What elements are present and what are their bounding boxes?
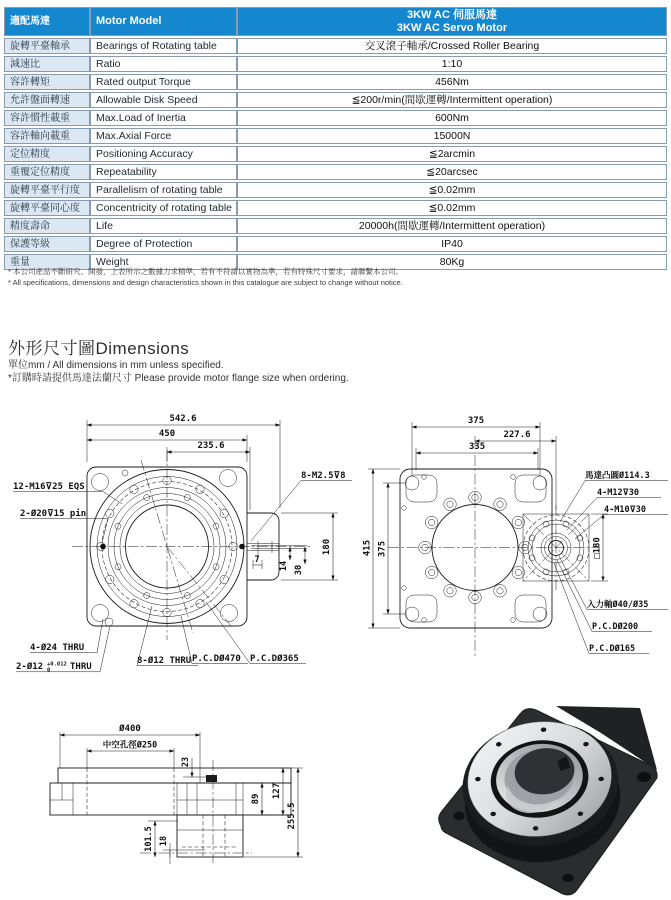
corner-pockets <box>406 475 546 622</box>
header-motor-en: Motor Model <box>90 7 237 36</box>
table-row <box>4 128 667 144</box>
spec-value: ≦200r/min(間歇運轉/Intermittent operation) <box>237 92 667 108</box>
spec-label-en: Parallelism of rotating table <box>90 182 237 198</box>
rear-left-dims <box>363 469 406 628</box>
dim-235: 235.6 <box>197 441 225 451</box>
rear-right-dim <box>591 514 608 581</box>
spec-value: ≦0.02mm <box>237 182 667 198</box>
spec-value: 20000h(間歇運轉/Intermittent operation) <box>237 218 667 234</box>
pin-dot <box>239 544 245 550</box>
spec-label-zh: 旋轉平臺軸承 <box>4 38 90 54</box>
dim-127: 127 <box>272 782 282 800</box>
label-m16: 12-M16⊽25 EQS <box>13 482 85 492</box>
corner-holes <box>92 470 238 627</box>
label-o12-tol-bot: 0 <box>47 667 51 674</box>
dim-415: 415 <box>362 539 373 557</box>
table-row <box>4 146 667 162</box>
table-row <box>4 110 667 126</box>
dim-14: 14 <box>279 560 289 572</box>
spec-label-en: Bearings of Rotating table <box>90 38 237 54</box>
side-left-dims <box>144 821 205 864</box>
input-shaft <box>247 541 307 556</box>
shaft-key <box>206 775 217 782</box>
footnote-en: * All specifications, dimensions and design characteristics shown in this catalogue are subject to change without notice. <box>8 278 403 287</box>
rear-top-dims <box>412 416 556 510</box>
spec-value: 456Nm <box>237 74 667 90</box>
front-view-drawing <box>13 414 352 674</box>
spec-label-en: Max.Axial Force <box>90 128 237 144</box>
spec-value: 600Nm <box>237 110 667 126</box>
label-pcd365: P.C.DØ365 <box>250 654 299 664</box>
dim-18: 18 <box>159 835 169 847</box>
table-row <box>4 164 667 180</box>
dim-227: 227.6 <box>503 430 531 440</box>
front-top-dims <box>87 414 280 510</box>
dim-335: 335 <box>468 442 486 452</box>
spec-label-zh: 旋轉平臺平行度 <box>4 182 90 198</box>
dimensions-title: 外形尺寸圖Dimensions <box>8 339 190 358</box>
label-input-shaft: 入力軸Ø40/Ø35 <box>587 600 649 610</box>
rear-corner-holes <box>402 475 547 623</box>
dim-o400: Ø400 <box>119 724 141 734</box>
spec-label-zh: 精度壽命 <box>4 218 90 234</box>
spec-value: IP40 <box>237 236 667 252</box>
header-model-line1: 3KW AC 伺服馬達 <box>406 8 498 21</box>
spec-label-zh: 保護等級 <box>4 236 90 252</box>
spec-label-en: Concentricity of rotating table <box>90 200 237 216</box>
dim-255: 255.5 <box>287 802 297 830</box>
table-row <box>4 74 667 90</box>
side-top-dims <box>60 723 213 777</box>
mount-hole <box>563 874 574 882</box>
spec-value: 80Kg <box>237 254 667 270</box>
label-m12: 4-M12⊽30 <box>597 488 640 498</box>
label-motor-boss: 馬達凸圓Ø114.3 <box>585 471 650 481</box>
label-hollow-bore: 中空孔徑Ø250 <box>102 740 158 751</box>
spec-label-en: Allowable Disk Speed <box>90 92 237 108</box>
spec-label-en: Repeatability <box>90 164 237 180</box>
label-pcd200: P.C.DØ200 <box>592 622 639 632</box>
label-o12-suffix: THRU <box>70 662 92 672</box>
dimensions-unit-line: 單位mm / All dimensions in mm unless specified. <box>8 360 224 371</box>
spec-value: 1:10 <box>237 56 667 72</box>
pin-dot <box>100 544 106 550</box>
label-o24: 4-Ø24 THRU <box>30 643 85 653</box>
spec-value: ≦20arcsec <box>237 164 667 180</box>
spec-label-zh: 容許軸向載重 <box>4 128 90 144</box>
label-pcd165: P.C.DØ165 <box>589 644 636 654</box>
dim-542: 542.6 <box>169 414 197 424</box>
spec-label-zh: 定位精度 <box>4 146 90 162</box>
spec-value: ≦2arcmin <box>237 146 667 162</box>
spec-label-en: Positioning Accuracy <box>90 146 237 162</box>
spec-label-en: Life <box>90 218 237 234</box>
spec-label-en: Weight <box>90 254 237 270</box>
mount-hole <box>454 812 465 820</box>
spec-label-zh: 旋轉平臺同心度 <box>4 200 90 216</box>
header-model-line2: 3KW AC Servo Motor <box>396 21 508 34</box>
spec-value: 交叉滾子軸承/Crossed Roller Bearing <box>237 38 667 54</box>
product-photo <box>439 706 657 895</box>
table-row <box>4 236 667 252</box>
table-row <box>4 200 667 216</box>
spec-label-zh: 重量 <box>4 254 90 270</box>
table-row <box>4 38 667 54</box>
spec-label-zh: 容許轉矩 <box>4 74 90 90</box>
table-row <box>4 182 667 198</box>
label-pcd470: P.C.DØ470 <box>192 654 241 664</box>
dim-101: 101.5 <box>144 826 154 852</box>
rear-view-drawing <box>363 416 669 658</box>
spec-label-zh: 允許盤面轉速 <box>4 92 90 108</box>
spec-header-row <box>4 7 667 36</box>
label-m10: 4-M10⊽30 <box>604 505 647 515</box>
header-motor-zh: 適配馬達 <box>4 7 90 36</box>
table-row <box>4 218 667 234</box>
spec-label-zh: 減速比 <box>4 56 90 72</box>
dim-7: 7 <box>254 555 260 565</box>
spec-value: ≦0.02mm <box>237 200 667 216</box>
label-m25: 8-M2.5⊽8 <box>301 471 346 481</box>
label-8o12: 8-Ø12 THRU <box>137 656 192 666</box>
side-view-drawing <box>50 723 303 864</box>
dim-square180: □180 <box>592 537 603 559</box>
footnote-zh: * 本公司產品不斷研究、開發，上表所示之數據力求精準，若有不符請以實物為準，若有特殊尺寸要求，請聯繫本公司。 <box>8 267 403 276</box>
dim-450: 450 <box>158 429 176 439</box>
dim-375-left: 375 <box>377 540 388 558</box>
spec-value: 15000N <box>237 128 667 144</box>
motor-mount <box>523 505 589 592</box>
rear-labels <box>554 470 668 654</box>
spec-label-en: Degree of Protection <box>90 236 237 252</box>
dimension-drawings <box>0 400 671 900</box>
dimensions-flange-line: *訂購時請提供馬達法蘭尺寸 Please provide motor flange size when ordering. <box>8 373 349 384</box>
spec-label-en: Ratio <box>90 56 237 72</box>
spec-label-zh: 重覆定位精度 <box>4 164 90 180</box>
mount-hole <box>637 772 651 782</box>
footnotes <box>8 266 403 288</box>
spec-label-en: Rated output Torque <box>90 74 237 90</box>
dim-375-top: 375 <box>467 416 485 426</box>
spec-label-en: Max.Load of Inertia <box>90 110 237 126</box>
label-o12-tol-top: +0.012 <box>47 661 67 668</box>
side-right-dims <box>244 768 303 857</box>
dim-23: 23 <box>181 756 191 768</box>
spec-table <box>4 5 667 272</box>
label-o12-prefix: 2-Ø12 <box>16 662 44 672</box>
dim-180: 180 <box>322 538 332 556</box>
dim-89: 89 <box>251 793 261 805</box>
table-row <box>4 92 667 108</box>
header-model <box>237 7 667 36</box>
spec-label-zh: 容許慣性載重 <box>4 110 90 126</box>
label-pin: 2-Ø20⊽15 pin <box>20 509 87 519</box>
dim-30: 30 <box>294 564 304 576</box>
table-row <box>4 56 667 72</box>
dimensions-heading <box>8 334 349 385</box>
